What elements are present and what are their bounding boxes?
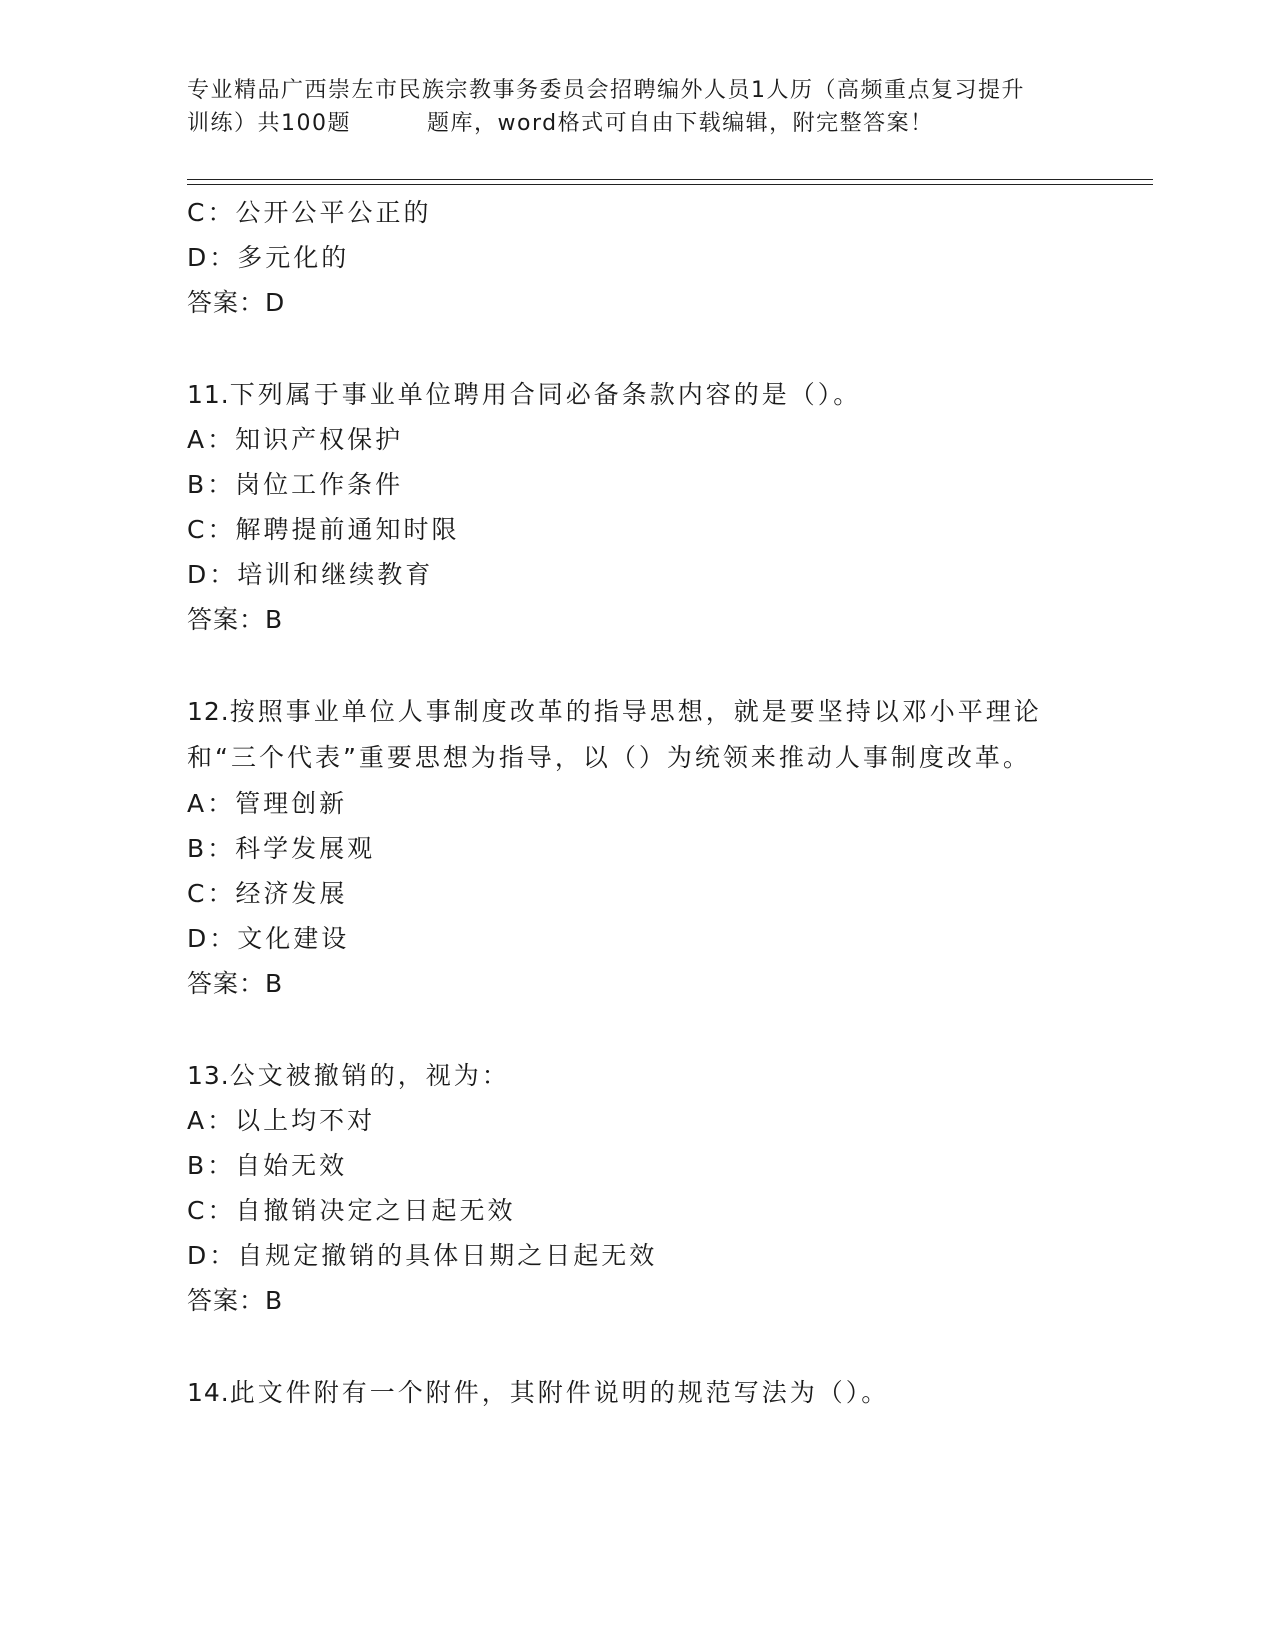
answer: 答案：B — [187, 1286, 284, 1315]
document-header — [187, 74, 1087, 140]
question-number: 14. — [187, 1378, 230, 1407]
header-title-line1: 专业精品广西崇左市民族宗教事务委员会招聘编外人员1人历（高频重点复习提升 — [187, 78, 1025, 103]
option-d: D：培训和继续教育 — [187, 560, 434, 589]
question-text: 按照事业单位人事制度改革的指导思想，就是要坚持以邓小平理论和“三个代表”重要思想为指导，以（）为统领来推动人事制度改革。 — [187, 697, 1042, 772]
option-c: C：解聘提前通知时限 — [187, 515, 460, 544]
option-a: A：以上均不对 — [187, 1106, 376, 1135]
question-stem — [187, 1370, 1107, 1415]
question-stem — [187, 372, 1107, 417]
header-title-line2-right: 题库，word格式可自由下载编辑，附完整答案！ — [427, 111, 934, 136]
option-a: A：管理创新 — [187, 789, 348, 818]
answer: 答案：B — [187, 969, 284, 998]
question-13 — [187, 1053, 1107, 1323]
question-number: 11. — [187, 380, 230, 409]
option-c: C：自撤销决定之日起无效 — [187, 1196, 516, 1225]
question-text: 下列属于事业单位聘用合同必备条款内容的是（）。 — [229, 380, 862, 409]
question-text: 公文被撤销的，视为： — [229, 1061, 510, 1090]
prev-question-tail — [187, 190, 1107, 325]
option-d: D：文化建设 — [187, 924, 350, 953]
question-number: 12. — [187, 697, 230, 726]
answer: 答案：B — [187, 605, 284, 634]
question-content — [187, 190, 1107, 1415]
option-b: B：自始无效 — [187, 1151, 348, 1180]
question-12 — [187, 689, 1107, 1006]
option-a: A：知识产权保护 — [187, 425, 404, 454]
header-title-line2 — [187, 107, 1087, 140]
header-title-line2-left: 训练）共100题 — [187, 111, 351, 136]
question-stem — [187, 1053, 1107, 1098]
question-14 — [187, 1370, 1107, 1415]
option-c: C：经济发展 — [187, 879, 348, 908]
header-rule-bottom — [187, 184, 1153, 185]
option-b: B：岗位工作条件 — [187, 470, 404, 499]
answer: 答案：D — [187, 288, 286, 317]
option-b: B：科学发展观 — [187, 834, 376, 863]
option-d: D：自规定撤销的具体日期之日起无效 — [187, 1241, 658, 1270]
question-stem — [187, 689, 1087, 781]
question-text: 此文件附有一个附件，其附件说明的规范写法为（）。 — [229, 1378, 890, 1407]
question-11 — [187, 372, 1107, 642]
option-d: D：多元化的 — [187, 243, 350, 272]
question-number: 13. — [187, 1061, 230, 1090]
header-rule-top — [187, 179, 1153, 180]
option-c: C：公开公平公正的 — [187, 198, 432, 227]
